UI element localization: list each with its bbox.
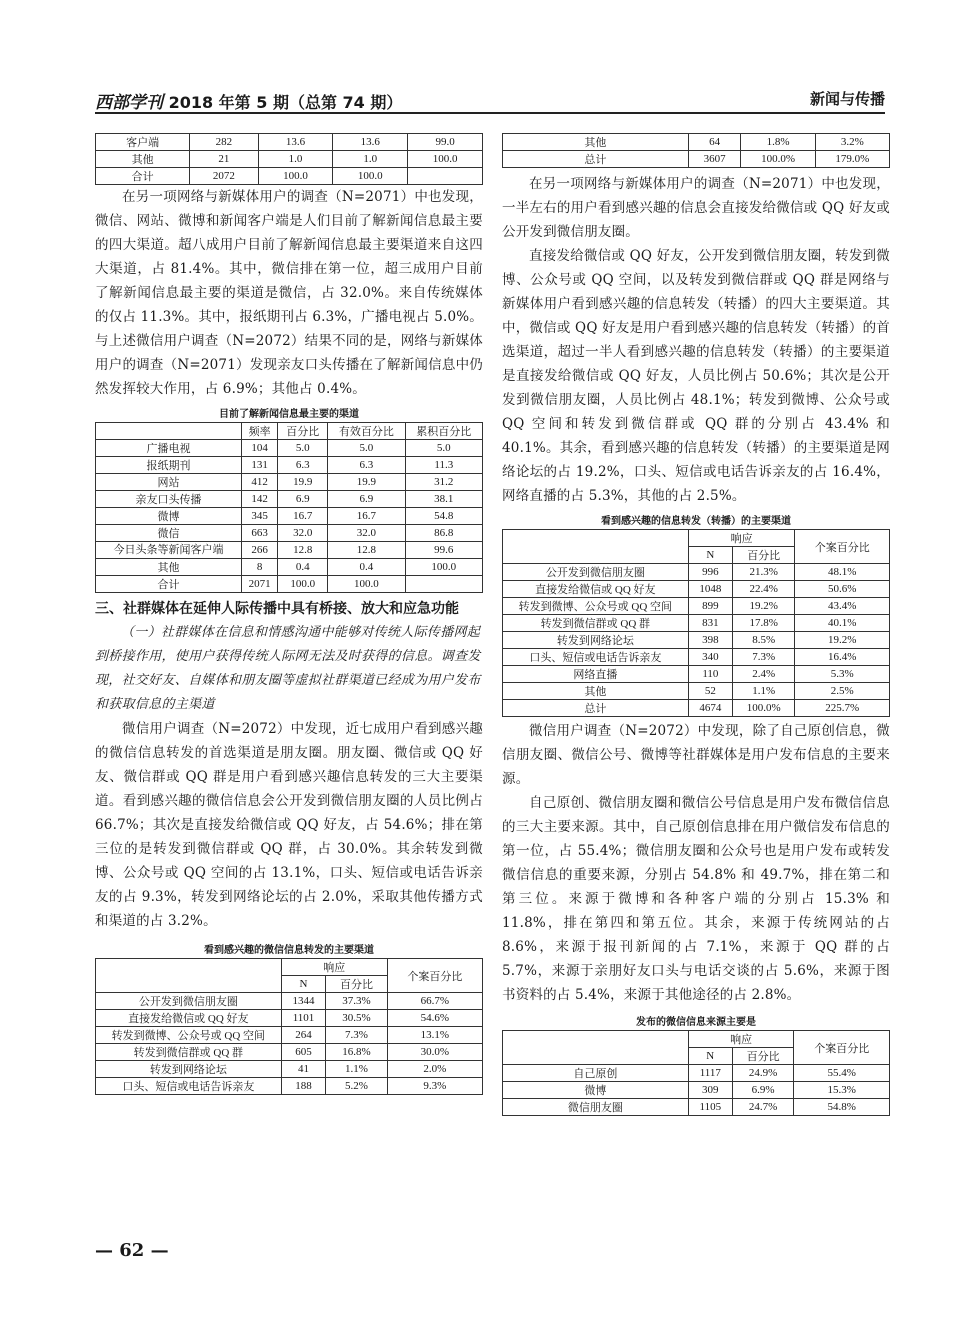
table-cell: 广播电视 — [96, 440, 242, 457]
table-cell: 有效百分比 — [328, 423, 405, 440]
table-cell: 总计 — [503, 700, 689, 717]
wechat-forward-table — [95, 958, 483, 1095]
table-cell: 52 — [688, 683, 732, 700]
table-row — [96, 423, 483, 440]
table-cell: 响应 — [688, 1031, 794, 1048]
table-cell: N — [688, 1048, 732, 1065]
table-cell: 3.2% — [815, 134, 889, 151]
table-cell: 网站 — [96, 474, 242, 491]
issue-info: 2018 年第 5 期（总第 74 期） — [168, 93, 403, 112]
table-row — [503, 530, 890, 547]
table-cell: 24.7% — [732, 1099, 794, 1116]
table-cell — [96, 959, 282, 993]
table-cell: 340 — [688, 649, 732, 666]
table-cell: 客户端 — [96, 134, 190, 151]
table-caption: 看到感兴趣的信息转发（转播）的主要渠道 — [601, 516, 791, 527]
table-row — [96, 559, 483, 576]
table-cell: 2.5% — [795, 683, 890, 700]
table-cell: 104 — [242, 440, 278, 457]
table-cell: 66.7% — [387, 993, 482, 1010]
table-cell: 转发到微信群或 QQ 群 — [96, 1044, 282, 1061]
table-cell: 110 — [688, 666, 732, 683]
page-number: — 62 — — [95, 1240, 169, 1261]
table-row — [96, 457, 483, 474]
paragraph: 直接发给微信或 QQ 好友，公开发到微信朋友圈，转发到微博、公众号或 QQ 空间，以及转发到微信群或 QQ 群是网络与新媒体用户看到感兴趣的信息转发（转播）的四大主要渠道。其中，微信或 QQ 好友是用户看到感兴趣的信息转发（转播）的首选渠道，超过一半人看到感兴趣的信息转发（转播）的主要渠道是直接发给微信或 QQ 好友，人员比例占 50.6%；其次是公开发到微信朋友圈，人员比例占 48.1%；转发到微博、公众号或 QQ 空间和转发到微信群或 QQ 群的分别占 43.4% 和 40.1%。其余，看到感兴趣的信息转发（转播）的主要渠道是网络论坛的占 19.2%，口头、短信或电话告诉亲友的占 16.4%，网络直播的占 5.3%，其他的占 2.5%。 — [502, 248, 890, 504]
table-cell: 100.0 — [408, 151, 483, 168]
table-cell: 3607 — [688, 151, 741, 168]
table-cell: 19.2% — [795, 632, 890, 649]
table-cell: 13.1% — [387, 1027, 482, 1044]
table-cell: 30.5% — [326, 1010, 387, 1027]
table-cell: 54.8% — [794, 1099, 890, 1116]
paragraph: 在另一项网络与新媒体用户的调查（N=2071）中也发现，一半左右的用户看到感兴趣的信息会直接发给微信或 QQ 好友或公开发到微信朋友圈。 — [502, 176, 890, 240]
table-cell: 17.8% — [732, 615, 794, 632]
table-row — [96, 168, 483, 185]
table-cell: 11.3 — [405, 457, 482, 474]
table-cell: 41 — [281, 1061, 326, 1078]
table-cell: 转发到微博、公众号或 QQ 空间 — [96, 1027, 282, 1044]
table-cell: 响应 — [281, 959, 387, 976]
table-row — [96, 959, 483, 976]
paragraph: 在另一项网络与新媒体用户的调查（N=2071）中也发现，微信、网站、微博和新闻客户端是人们目前了解新闻信息最主要的四大渠道。超八成用户目前了解新闻信息最主要渠道来自这四大渠道，占 81.4%。其中，微信排在第一位，超三成用户目前了解新闻信息最主要的渠道是微信，占 32.0%。来自传统媒体的仅占 11.3%。其中，报纸期刊占 6.3%，广播电视占 5.0%。与上述微信用户调查（N=2072）结果不同的是，网络与新媒体用户的调查（N=2071）发现亲友口头传播在了解新闻信息中仍然发挥较大作用，占 6.9%；其他占 0.4%。 — [95, 189, 483, 397]
table-cell: 142 — [242, 491, 278, 508]
table-row — [503, 1065, 890, 1082]
table-cell: 225.7% — [795, 700, 890, 717]
table-cell: 100.0 — [333, 168, 408, 185]
table-cell: 个案百分比 — [387, 959, 482, 993]
table-cell: 个案百分比 — [795, 530, 890, 564]
table-cell: 40.1% — [795, 615, 890, 632]
table-cell: 54.8 — [405, 508, 482, 525]
table-row — [503, 1099, 890, 1116]
table-cell: 转发到微博、公众号或 QQ 空间 — [503, 598, 689, 615]
table-cell: 百分比 — [326, 976, 387, 993]
table-cell — [408, 168, 483, 185]
table-row — [96, 440, 483, 457]
table-cell: 响应 — [688, 530, 795, 547]
table-row — [503, 683, 890, 700]
page-header — [95, 82, 885, 114]
table-cell: 100.0 — [258, 168, 333, 185]
table-cell: 微博 — [503, 1082, 689, 1099]
table-cell: 网络直播 — [503, 666, 689, 683]
table-cell: 266 — [242, 542, 278, 559]
left-column — [95, 133, 483, 1095]
table-row — [96, 1061, 483, 1078]
table-cell: 总计 — [503, 151, 689, 168]
table-cell: 1.1% — [326, 1061, 387, 1078]
paragraph: 微信用户调查（N=2072）中发现，除了自己原创信息，微信朋友圈、微信公号、微博等社群媒体是用户发布信息的主要来源。 — [502, 723, 890, 787]
table-row — [96, 1027, 483, 1044]
table-cell: 54.6% — [387, 1010, 482, 1027]
table-cell: 亲友口头传播 — [96, 491, 242, 508]
table-cell: 1.1% — [732, 683, 794, 700]
table-cell: 4674 — [688, 700, 732, 717]
table-cell: 9.3% — [387, 1078, 482, 1095]
table-cell: 22.4% — [732, 581, 794, 598]
table-cell: 64 — [688, 134, 741, 151]
table-cell: 直接发给微信或 QQ 好友 — [96, 1010, 282, 1027]
table-cell: 6.3 — [278, 457, 328, 474]
table-row — [96, 134, 483, 151]
table-row — [503, 666, 890, 683]
table-cell: 19.9 — [328, 474, 405, 491]
table-cell: 其他 — [96, 559, 242, 576]
table-row — [96, 491, 483, 508]
table-cell: 百分比 — [732, 547, 794, 564]
table-cell: 频率 — [242, 423, 278, 440]
table-cell: 16.4% — [795, 649, 890, 666]
table-cell: 转发到微信群或 QQ 群 — [503, 615, 689, 632]
table-cell: 口头、短信或电话告诉亲友 — [96, 1078, 282, 1095]
table-cell: 282 — [190, 134, 258, 151]
table-row — [96, 576, 483, 593]
table-cell: 12.8 — [328, 542, 405, 559]
table-row — [96, 474, 483, 491]
table-row — [96, 1078, 483, 1095]
table-cell: 50.6% — [795, 581, 890, 598]
table-cell: 6.3 — [328, 457, 405, 474]
table-cell: 5.0 — [328, 440, 405, 457]
table-cell: N — [688, 547, 732, 564]
table-cell: 37.3% — [326, 993, 387, 1010]
table-cell: 188 — [281, 1078, 326, 1095]
table-row — [503, 649, 890, 666]
table-cell: 6.9% — [732, 1082, 794, 1099]
table-cell: 345 — [242, 508, 278, 525]
table-cell: 自己原创 — [503, 1065, 689, 1082]
table-cell: 15.3% — [794, 1082, 890, 1099]
subsection-heading: （一）社群媒体在信息和情感沟通中能够对传统人际传播网起到桥接作用，使用户获得传统人际网无法及时获得的信息。调查发现，社交好友、自媒体和朋友圈等虚拟社群渠道已经成为用户发布和获取信息的主渠道 — [95, 625, 481, 712]
table-cell: 179.0% — [815, 151, 889, 168]
table-cell: 1101 — [281, 1010, 326, 1027]
table-row — [503, 1031, 890, 1048]
table-cell: 48.1% — [795, 564, 890, 581]
table-row — [503, 581, 890, 598]
table-cell: 100.0% — [741, 151, 815, 168]
table-cell: 口头、短信或电话告诉亲友 — [503, 649, 689, 666]
table-cell: 99.0 — [408, 134, 483, 151]
table-cell: 19.9 — [278, 474, 328, 491]
right-column — [502, 133, 890, 1116]
table-caption: 发布的微信信息来源主要是 — [636, 1017, 756, 1028]
journal-logo: 西部学刊 — [95, 93, 163, 113]
table-cell: 个案百分比 — [794, 1031, 890, 1065]
table-cell: 2.4% — [732, 666, 794, 683]
table-cell: 100.0 — [328, 576, 405, 593]
table-cell: 100.0% — [732, 700, 794, 717]
table-cell: 5.3% — [795, 666, 890, 683]
table-row — [96, 993, 483, 1010]
table-cell: 百分比 — [732, 1048, 794, 1065]
table-cell: 43.4% — [795, 598, 890, 615]
table-top-left — [95, 133, 483, 185]
table-cell: 0.4 — [278, 559, 328, 576]
paragraph: 自己原创、微信朋友圈和微信公号信息是用户发布微信信息的三大主要来源。其中，自己原创信息排在用户微信发布信息的第一位，占 55.4%；微信朋友圈和公众号也是用户发布或转发微信信息的重要来源，分别占 54.8% 和 49.7%，排在第二和第三位。来源于微博和各种客户端的分别占 15.3% 和 11.8%，排在第四和第五位。其余，来源于传统网站的占 8.6%，来源于报刊新闻的占 7.1%，来源于 QQ 群的占 5.7%，来源于亲朋好友口头与电话交谈的占 5.6%，来源于图书资料的占 5.4%，来源于其他途径的占 2.8%。 — [502, 795, 890, 1003]
table-row — [503, 134, 890, 151]
table-cell: 13.6 — [333, 134, 408, 151]
table-cell: 21 — [190, 151, 258, 168]
table-cell: 其他 — [503, 683, 689, 700]
table-cell: 5.0 — [405, 440, 482, 457]
table-row — [96, 1044, 483, 1061]
section-heading: 三、社群媒体在延伸人际传播中具有桥接、放大和应急功能 — [95, 601, 459, 617]
table-cell: 公开发到微信朋友圈 — [503, 564, 689, 581]
table-cell: 398 — [688, 632, 732, 649]
table-cell: 31.2 — [405, 474, 482, 491]
table-cell: 55.4% — [794, 1065, 890, 1082]
table-cell: 16.7 — [328, 508, 405, 525]
table-cell: 2072 — [190, 168, 258, 185]
table-cell — [96, 423, 242, 440]
table-cell: 1.0 — [333, 151, 408, 168]
table-cell: 其他 — [503, 134, 689, 151]
table-row — [503, 564, 890, 581]
table-row — [503, 632, 890, 649]
table-cell: 86.8 — [405, 525, 482, 542]
table-cell: 663 — [242, 525, 278, 542]
table-cell: 微信朋友圈 — [503, 1099, 689, 1116]
table-cell: 合计 — [96, 576, 242, 593]
table-row — [503, 700, 890, 717]
table-cell: 8.5% — [732, 632, 794, 649]
table-row — [96, 151, 483, 168]
table-cell: 100.0 — [405, 559, 482, 576]
table-cell: 今日头条等新闻客户端 — [96, 542, 242, 559]
table-cell: 7.3% — [732, 649, 794, 666]
info-source-table — [502, 1030, 890, 1116]
table-row — [503, 1082, 890, 1099]
table-cell: 32.0 — [278, 525, 328, 542]
table-cell: 微信 — [96, 525, 242, 542]
table-cell: 99.6 — [405, 542, 482, 559]
table-cell: 转发到网络论坛 — [96, 1061, 282, 1078]
table-cell: 其他 — [96, 151, 190, 168]
table-cell: 24.9% — [732, 1065, 794, 1082]
table-cell — [405, 576, 482, 593]
table-cell: 309 — [688, 1082, 732, 1099]
table-cell: 5.0 — [278, 440, 328, 457]
table-cell: 1048 — [688, 581, 732, 598]
table-cell: 1117 — [688, 1065, 732, 1082]
table-cell: 6.9 — [328, 491, 405, 508]
table-cell: 2071 — [242, 576, 278, 593]
table-cell: 1.8% — [741, 134, 815, 151]
table-cell: 微博 — [96, 508, 242, 525]
table-cell: 直接发给微信或 QQ 好友 — [503, 581, 689, 598]
news-channel-table — [95, 422, 483, 593]
table-cell: 38.1 — [405, 491, 482, 508]
paragraph: 微信用户调查（N=2072）中发现，近七成用户看到感兴趣的微信信息转发的首选渠道是朋友圈。朋友圈、微信或 QQ 好友、微信群或 QQ 群是用户看到感兴趣信息转发的三大主要渠道。看到感兴趣的微信信息会公开发到微信朋友圈的人员比例占 66.7%；其次是直接发给微信或 QQ 好友，占 54.6%；排在第三位的是转发到微信群或 QQ 群，占 30.0%。其余转发到微博、公众号或 QQ 空间的占 13.1%，口头、短信或电话告诉亲友的占 9.3%，转发到网络论坛的占 2.0%，采取其他传播方式和渠道的占 3.2%。 — [95, 721, 483, 929]
table-cell: 6.9 — [278, 491, 328, 508]
table-row — [503, 151, 890, 168]
table-row — [96, 508, 483, 525]
table-cell: 1105 — [688, 1099, 732, 1116]
table-cell: 报纸期刊 — [96, 457, 242, 474]
table-cell: 831 — [688, 615, 732, 632]
table-cell: 12.8 — [278, 542, 328, 559]
table-row — [503, 598, 890, 615]
table-cell: 5.2% — [326, 1078, 387, 1095]
table-cell: 百分比 — [278, 423, 328, 440]
table-cell: 1.0 — [258, 151, 333, 168]
table-cell: 2.0% — [387, 1061, 482, 1078]
table-row — [96, 1010, 483, 1027]
table-cell: 合计 — [96, 168, 190, 185]
table-cell: 8 — [242, 559, 278, 576]
table-cell: N — [281, 976, 326, 993]
table-cell: 转发到网络论坛 — [503, 632, 689, 649]
table-cell: 7.3% — [326, 1027, 387, 1044]
forward-channel-table — [502, 529, 890, 717]
table-cell — [503, 1031, 689, 1065]
table-top-right — [502, 133, 890, 168]
table-cell: 899 — [688, 598, 732, 615]
table-cell: 16.8% — [326, 1044, 387, 1061]
journal-title — [95, 88, 402, 113]
table-row — [503, 615, 890, 632]
table-cell — [503, 530, 689, 564]
table-cell: 412 — [242, 474, 278, 491]
table-cell: 16.7 — [278, 508, 328, 525]
table-cell: 131 — [242, 457, 278, 474]
table-cell: 0.4 — [328, 559, 405, 576]
section-name: 新闻与传播 — [809, 90, 885, 108]
table-cell: 32.0 — [328, 525, 405, 542]
table-cell: 21.3% — [732, 564, 794, 581]
table-row — [96, 525, 483, 542]
table-cell: 公开发到微信朋友圈 — [96, 993, 282, 1010]
table-cell: 1344 — [281, 993, 326, 1010]
table-cell: 264 — [281, 1027, 326, 1044]
table-caption: 看到感兴趣的微信信息转发的主要渠道 — [204, 945, 374, 956]
table-cell: 13.6 — [258, 134, 333, 151]
table-caption: 目前了解新闻信息最主要的渠道 — [219, 409, 359, 420]
table-row — [96, 542, 483, 559]
table-cell: 累积百分比 — [405, 423, 482, 440]
table-cell: 996 — [688, 564, 732, 581]
table-cell: 30.0% — [387, 1044, 482, 1061]
table-cell: 605 — [281, 1044, 326, 1061]
table-cell: 19.2% — [732, 598, 794, 615]
table-cell: 100.0 — [278, 576, 328, 593]
